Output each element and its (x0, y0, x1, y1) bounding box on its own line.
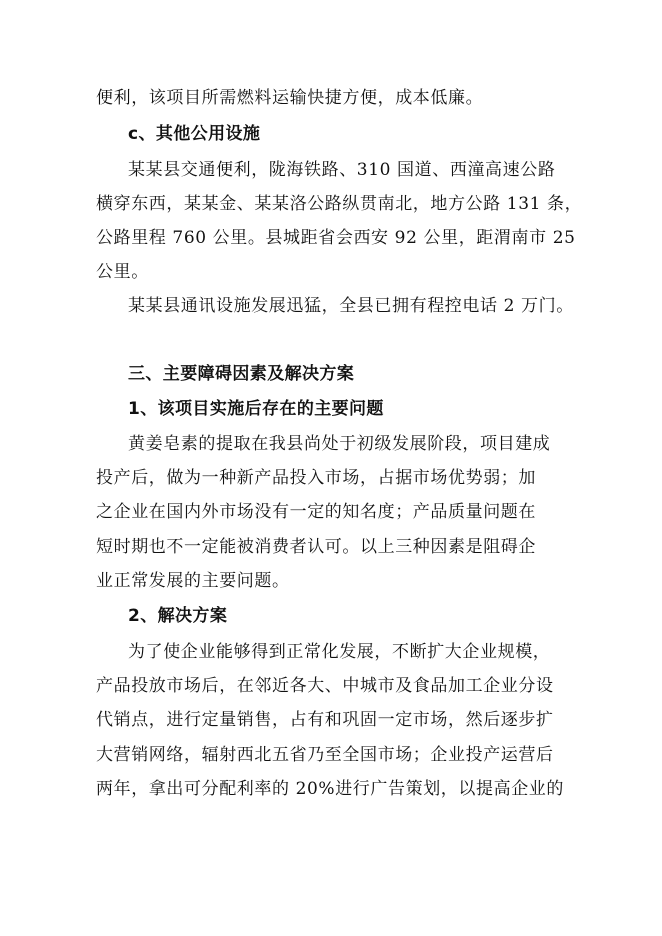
paragraph-line: 投产后，做为一种新产品投入市场，占据市场优势弱；加 (96, 468, 536, 488)
paragraph-line: 之企业在国内外市场没有一定的知名度；产品质量问题在 (96, 502, 536, 522)
paragraph-line: 代销点，进行定量销售，占有和巩固一定市场，然后逐步扩 (96, 710, 554, 730)
paragraph-line: 业正常发展的主要问题。 (96, 571, 290, 591)
paragraph-line: 大营销网络，辐射西北五省乃至全国市场；企业投产运营后 (96, 745, 554, 765)
paragraph-line: 为了使企业能够得到正常化发展，不断扩大企业规模， (128, 642, 551, 662)
section-heading-obstacles: 三、主要障碍因素及解决方案 (128, 364, 355, 384)
paragraph-line: 某某县交通便利，陇海铁路、310 国道、西潼高速公路 (128, 160, 556, 180)
paragraph-line: 黄姜皂素的提取在我县尚处于初级发展阶段，项目建成 (128, 434, 551, 454)
subheading-other-public-facilities: c、其他公用设施 (128, 124, 261, 144)
paragraph-line: 产品投放市场后，在邻近各大、中城市及食品加工企业分设 (96, 676, 554, 696)
paragraph-line: 公路里程 760 公里。县城距省会西安 92 公里，距渭南市 25 (96, 228, 576, 248)
paragraph-line: 短时期也不一定能被消费者认可。以上三种因素是阻碍企 (96, 537, 536, 557)
paragraph-line: 公里。 (96, 262, 149, 282)
paragraph-line: 便利，该项目所需燃料运输快捷方便，成本低廉。 (96, 88, 484, 108)
paragraph-line: 横穿东西，某某金、某某洛公路纵贯南北，地方公路 131 条， (96, 194, 583, 214)
paragraph-line: 两年，拿出可分配利率的 20%进行广告策划，以提高企业的 (96, 779, 564, 799)
subheading-solutions: 2、解决方案 (128, 606, 228, 626)
paragraph-line: 某某县通讯设施发展迅猛，全县已拥有程控电话 2 万门。 (128, 296, 574, 316)
subheading-main-problems: 1、该项目实施后存在的主要问题 (128, 399, 384, 419)
